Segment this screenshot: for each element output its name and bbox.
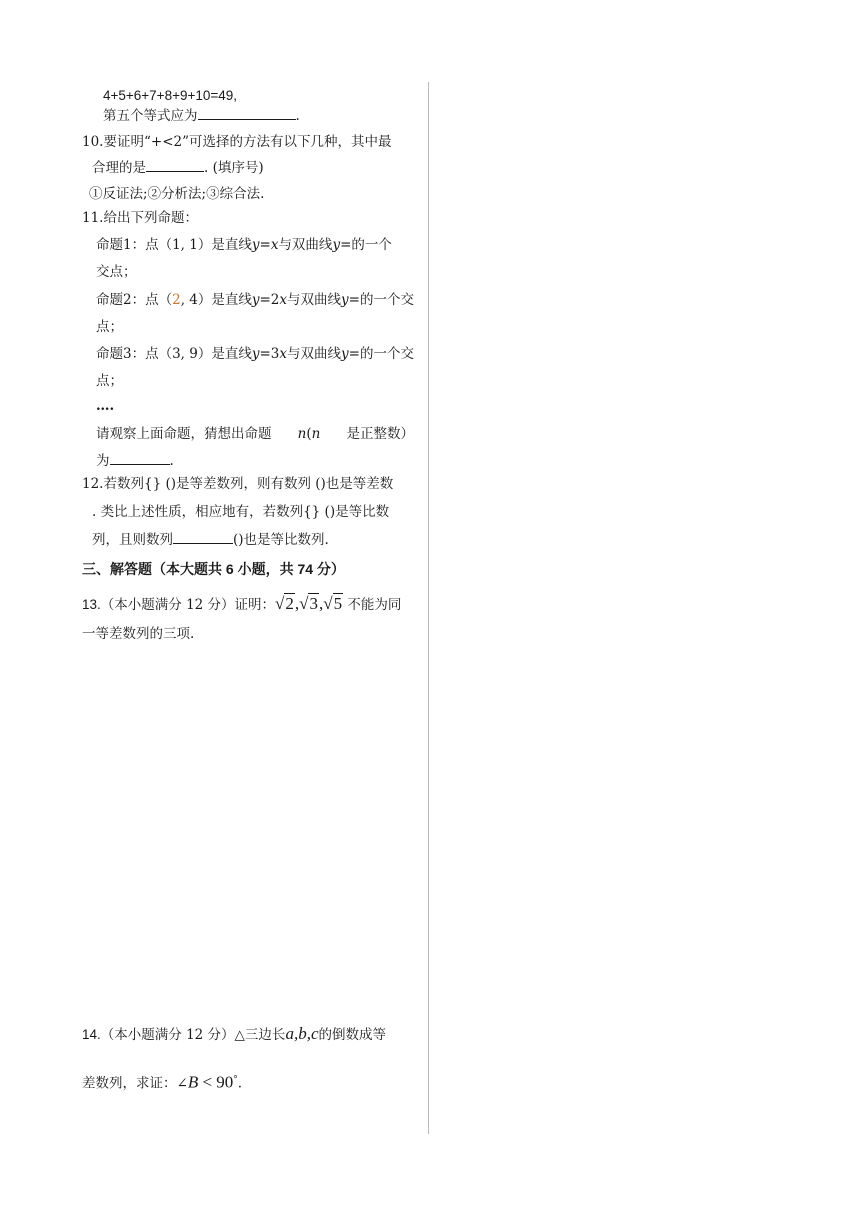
q11-prop3-line2 <box>96 371 123 391</box>
q9-fifth-line <box>103 106 300 126</box>
q11-number: 11. <box>82 210 104 226</box>
q11-guess-line1 <box>96 424 414 444</box>
q13-comma2: , <box>318 594 324 613</box>
q11-p2-var-y2: y <box>341 292 349 308</box>
q13-radicals <box>275 594 343 613</box>
q11-p1-var-y2: y <box>332 237 341 253</box>
q11-p3-var-x: x <box>279 346 288 362</box>
sqrt-2: √2 <box>275 594 294 613</box>
q14-deg: ° <box>233 1075 238 1085</box>
q10-line2 <box>92 158 264 178</box>
q12-text-b: . 类比上述性质，相应地有，若数列{} ()是等比数 <box>92 504 390 520</box>
q11-guess-row <box>96 424 414 444</box>
q14-score: （本小题满分 12 分）△三边长 <box>100 1027 286 1043</box>
q13-comma1: , <box>294 594 300 613</box>
q10-options-text: ①反证法;②分析法;③综合法. <box>89 186 265 202</box>
q13-tail: 不能为同 <box>347 597 402 613</box>
section3-heading <box>82 559 345 579</box>
q9-fifth-suffix: . <box>295 108 300 124</box>
q11-p3-b: =3 <box>259 346 280 362</box>
q13-r2: 3 <box>309 594 318 613</box>
q14-line1 <box>82 1022 386 1047</box>
q11-ellipsis <box>96 396 114 416</box>
q14-line2 <box>82 1068 242 1096</box>
q11-p3-var-y: y <box>251 346 260 362</box>
q14-tail: 的倒数成等 <box>318 1027 386 1043</box>
q12-text-c-pre: 列，且则数列 <box>92 532 173 548</box>
q13-r1: 2 <box>285 594 294 613</box>
q14-vars: a,b,c <box>285 1024 319 1043</box>
q11-intro-line <box>82 208 198 228</box>
q11-p2-c: , 4）是直线 <box>180 292 252 308</box>
q11-p3-var-y2: y <box>341 346 349 362</box>
q10-number: 10. <box>82 134 104 150</box>
sqrt-3: √3 <box>299 594 318 613</box>
q13-line2 <box>82 624 194 644</box>
q11-guess-f: 为 <box>96 453 110 469</box>
q10-options <box>89 184 264 204</box>
q11-prop2-line1 <box>96 290 414 310</box>
q11-guess-g: . <box>169 453 174 469</box>
q11-guess-b: n <box>297 426 307 442</box>
q11-p2-var-x: x <box>279 292 288 308</box>
q11-p2-e: 与双曲线 <box>287 292 342 308</box>
q11-guess-line2 <box>96 451 174 471</box>
q9-equation-text: 4+5+6+7+8+9+10=49, <box>103 88 238 103</box>
q11-p2-a: 命题2：点（ <box>96 292 173 308</box>
q9-equation <box>103 86 237 106</box>
q11-p1-b: = <box>259 237 271 253</box>
q11-p3-a: 命题3：点（3, 9）是直线 <box>96 346 252 362</box>
q11-guess-c: ( <box>306 426 312 442</box>
q11-p2-d: =2 <box>259 292 280 308</box>
q11-guess-e: 是正整数） <box>346 426 414 442</box>
q11-ellipsis-text: …. <box>96 398 115 414</box>
q11-p1-var-y: y <box>251 237 260 253</box>
q12-line2 <box>92 502 389 522</box>
sqrt-5: √5 <box>323 594 343 613</box>
q11-intro: 给出下列命题： <box>103 210 198 226</box>
q10-text-b-post: . (填序号) <box>204 160 264 176</box>
q14-line2-pre: 差数列，求证：∠ <box>82 1075 188 1092</box>
q13-r3: 5 <box>333 594 343 613</box>
column-divider <box>428 82 429 1134</box>
q11-guess-n <box>298 424 321 444</box>
q13-score: （本小题满分 12 分）证明： <box>100 597 276 613</box>
q9-answer-blank[interactable] <box>198 107 296 120</box>
q11-prop2-line2 <box>96 317 123 337</box>
q12-text-c-post: ()也是等比数列. <box>233 532 329 548</box>
q14-number: 14. <box>82 1027 101 1042</box>
q14-angle-var: B <box>187 1072 199 1092</box>
q13-number: 13. <box>82 597 101 612</box>
q13-line2-text: 一等差数列的三项. <box>82 626 195 642</box>
q11-p1-var-x: x <box>270 237 279 253</box>
q10-answer-blank[interactable] <box>146 159 204 172</box>
q12-line3 <box>92 530 329 550</box>
q13-line1 <box>82 592 401 617</box>
q10-line1 <box>82 132 392 152</box>
q10-text-a: 要证明“+<2”可选择的方法有以下几种，其中最 <box>103 134 392 150</box>
q11-guess-d: n <box>311 426 321 442</box>
q11-p1-d: =的一个 <box>340 237 392 253</box>
q11-p1-c: 与双曲线 <box>278 237 333 253</box>
q11-p1-a: 命题1：点（1, 1）是直线 <box>96 237 252 253</box>
q14-rel: < 90 <box>198 1072 234 1092</box>
q11-answer-blank[interactable] <box>110 452 170 465</box>
q9-fifth-prefix: 第五个等式应为 <box>103 108 198 124</box>
q11-prop1-line1 <box>96 235 392 255</box>
section3-title: 三、解答题（本大题共 6 小题，共 74 分） <box>82 561 345 577</box>
q12-number: 12. <box>82 476 104 492</box>
q11-prop1-line2 <box>96 262 137 282</box>
q11-guess-a: 请观察上面命题，猜想出命题 <box>96 426 272 442</box>
q11-p3-e: 点； <box>96 373 123 389</box>
q11-prop3-line1 <box>96 344 414 364</box>
q11-p1-e: 交点； <box>96 264 137 280</box>
q11-p2-b: 2 <box>172 292 181 308</box>
q14-end: . <box>237 1075 243 1092</box>
q11-p3-d: =的一个交 <box>348 346 414 362</box>
q10-text-b-pre: 合理的是 <box>92 160 146 176</box>
q11-p2-f: =的一个交 <box>348 292 414 308</box>
q11-p2-var-y: y <box>251 292 260 308</box>
q11-p3-c: 与双曲线 <box>287 346 342 362</box>
q11-p2-g: 点； <box>96 319 123 335</box>
q12-line1 <box>82 474 393 494</box>
q12-text-a: 若数列{} ()是等差数列，则有数列 ()也是等差数 <box>103 476 394 492</box>
q12-answer-blank[interactable] <box>173 531 233 544</box>
